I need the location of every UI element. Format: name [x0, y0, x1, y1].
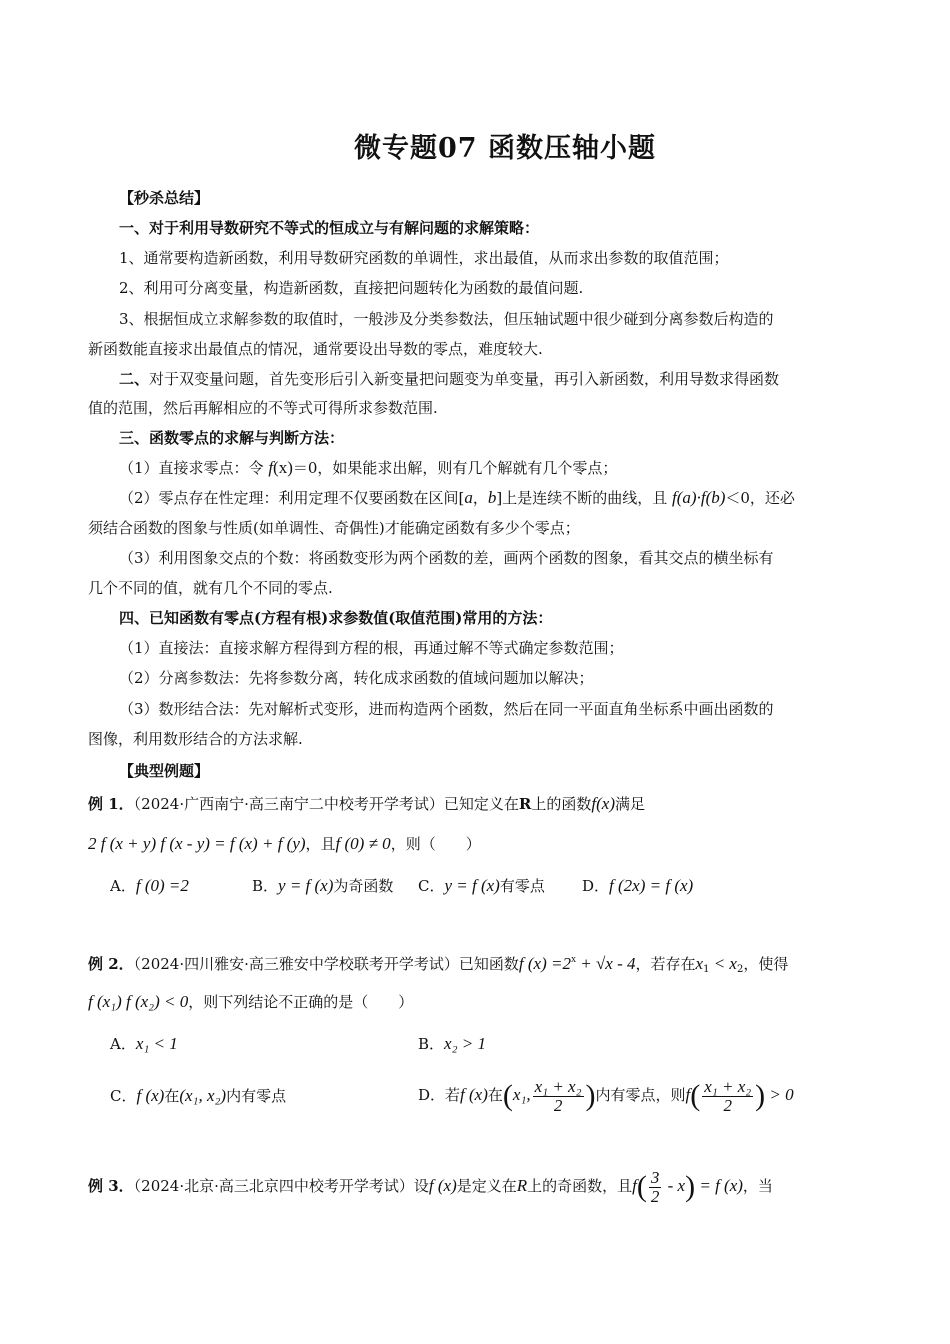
summary-heading: 【秒杀总结】 [119, 189, 210, 207]
math-x2: x [729, 954, 737, 973]
text: ，则（ ） [390, 835, 481, 853]
section-4-point-3-cont: 图像，利用数形结合的方法求解. [88, 730, 303, 748]
section-3-point-2 [119, 488, 860, 508]
math-f: f [632, 1176, 637, 1195]
text: ＜0，还必 [725, 489, 795, 507]
example-1-stem [88, 794, 860, 814]
text: ，当 [742, 1177, 773, 1195]
text: 在 [487, 1086, 503, 1104]
math-op: + [575, 954, 596, 973]
math-rhs: = f (x) [695, 1176, 743, 1195]
text: 若 [445, 1086, 461, 1104]
math-option: x₂ > 1 [444, 1034, 486, 1053]
section-2-para [119, 369, 860, 389]
math-numerator: x₁ + x₂ [704, 1076, 752, 1096]
section-1-point-2: 2、利用可分离变量，构造新函数，直接把问题转化为函数的最值问题. [119, 279, 584, 297]
section-2-label: 二、 [119, 370, 150, 388]
example-1-option-b[interactable] [252, 876, 393, 896]
math-f: f (x) [460, 1085, 488, 1104]
math-option: y = f (x) [444, 876, 500, 895]
math-equation: 2 f (x + y) f (x - y) = f (x) + f (y) [88, 834, 306, 853]
text: （2024·四川雅安·高三雅安中学校联考开学考试）已知函数 [133, 955, 519, 973]
text: 上的奇函数，且 [527, 1177, 633, 1195]
example-2-stem: 例 2．（2024·四川雅安·高三雅安中学校联考开学考试）已知函数f $(x) =2^x + √x - 4$，若存在$x_1 < x_2$，使得 [88, 954, 789, 975]
math-op: > 0 [765, 1085, 794, 1104]
section-3-point-3: （3）利用图象交点的个数：将函数变形为两个函数的差，画两个函数的图象，看其交点的横坐标有 [119, 549, 774, 567]
math-condition: f (x₁) f (x₂) < 0 [88, 992, 189, 1011]
math-f: f (x) [428, 1176, 457, 1195]
text: ＝0，如果能求出解，则有几个解就有几个零点； [292, 459, 618, 477]
option-label: A． [110, 1035, 136, 1053]
math-f: f [685, 1085, 691, 1104]
section-4-point-1: （1）直接法：直接求解方程得到方程的根，再通过解不等式确定参数范围； [119, 639, 624, 657]
math-op: - 4 [612, 954, 636, 973]
example-2-condition [88, 992, 860, 1012]
example-2-label: 例 2． [88, 955, 134, 973]
example-1-label: 例 1． [88, 795, 134, 813]
math-denominator: 2 [723, 1095, 732, 1115]
math-set: R [516, 1176, 528, 1195]
example-1-option-c[interactable] [418, 876, 545, 896]
section-2-para-cont: 值的范围，然后再解相应的不等式可得所求参数范围. [88, 399, 438, 417]
text: ，则下列结论不正确的是（ ） [188, 993, 414, 1011]
math-denominator: 2 [553, 1095, 563, 1115]
option-label: A． [110, 877, 136, 895]
option-label: C． [110, 1087, 137, 1105]
example-3-stem: 例 3．（2024·北京·高三北京四中校考开学考试）设f (x)是定义在R上的奇函数，且f( $\frac{3}{2}$ - x) = f (x)，当 [88, 1167, 773, 1206]
text: （2024·广西南宁·高三南宁二中校考开学考试）已知定义在 [133, 795, 519, 813]
math-f: f (x) [136, 1086, 165, 1105]
math-product: f(a)·f(b) [672, 488, 726, 507]
math-x1: x₁, [512, 1085, 531, 1104]
option-label: B． [252, 877, 279, 895]
text: 为奇函数 [333, 877, 394, 895]
text: ，使得 [743, 955, 789, 973]
text: 满足 [614, 795, 645, 813]
text: ]上是连续不断的曲线，且 [496, 489, 673, 507]
section-1-point-3-cont: 新函数能直接求出最值点的情况，通常要设出导数的零点，难度较大. [88, 340, 543, 358]
section-1-point-1: 1、通常要构造新函数，利用导数研究函数的单调性，求出最值，从而求出参数的取值范围； [119, 249, 729, 267]
math-option: y = f (x) [278, 876, 334, 895]
example-2-option-b[interactable] [418, 1034, 486, 1054]
option-label: D． [582, 877, 610, 895]
math-option: x₁ < 1 [135, 1034, 178, 1053]
text: ，若存在 [635, 955, 696, 973]
math-exponent: x [570, 954, 576, 965]
examples-heading: 【典型例题】 [119, 762, 210, 780]
example-2-option-a[interactable] [110, 1034, 178, 1054]
math-function: f (x) =2 [518, 954, 571, 973]
math-a: a [464, 488, 473, 507]
math-x: (x) [273, 458, 293, 477]
math-numerator: 3 [650, 1167, 660, 1187]
text: ，且 [305, 835, 336, 853]
text: 是定义在 [456, 1177, 517, 1195]
example-3-label: 例 3． [88, 1177, 134, 1195]
text: （1）直接求零点：令 [119, 459, 269, 477]
section-4-point-2: （2）分离参数法：先将参数分离，转化成求函数的值域问题加以解决； [119, 669, 594, 687]
example-2-option-c[interactable] [110, 1086, 286, 1106]
math-option: f (2x) = f (x) [609, 876, 694, 895]
section-4-point-3: （3）数形结合法：先对解析式变形，进而构造两个函数，然后在同一平面直角坐标系中画出函数的 [119, 700, 774, 718]
text: 内有零点 [226, 1087, 287, 1105]
option-label: D． [418, 1086, 446, 1104]
math-op: < [709, 954, 730, 973]
section-4-title: 四、已知函数有零点(方程有根)求参数值(取值范围)常用的方法： [119, 609, 553, 627]
page-title: 微专题07 函数压轴小题 [354, 133, 656, 164]
math-b: b [487, 488, 497, 507]
text: 有零点 [499, 877, 545, 895]
math-denominator: 2 [650, 1186, 660, 1206]
example-2-option-d[interactable]: D．若f (x)在(x₁, $\frac{\text{x₁ + x₂}}{2}$ )内有零点，则f( $\frac{\text{x₁ + x₂}}{2}$ ) > 0 [418, 1076, 794, 1115]
math-x1: x [695, 954, 704, 973]
text: （2）零点存在性定理：利用定理不仅要函数在区间[ [119, 489, 465, 507]
option-label: C． [418, 877, 445, 895]
section-3-point-1 [119, 458, 860, 478]
math-op: - x [663, 1176, 686, 1195]
math-option: f (0) =2 [135, 876, 189, 895]
math-numerator: x₁ + x₂ [534, 1076, 582, 1096]
math-f: f [268, 458, 274, 477]
section-2-text: 对于双变量问题，首先变形后引入新变量把问题变为单变量，再引入新函数，利用导数求得函数 [149, 370, 780, 388]
math-radical: √x [595, 954, 613, 973]
section-3-title: 三、函数零点的求解与判断方法： [119, 429, 345, 447]
example-1-option-a[interactable] [110, 876, 189, 896]
text: ， [472, 489, 488, 507]
section-3-point-3-cont: 几个不同的值，就有几个不同的零点. [88, 579, 333, 597]
example-1-option-d[interactable] [582, 876, 693, 896]
math-f: f [591, 794, 597, 813]
text: （2024·北京·高三北京四中校考开学考试）设 [133, 1177, 429, 1195]
math-condition: f (0) ≠ 0 [335, 834, 391, 853]
math-set: R [518, 795, 532, 813]
math-x: (x) [596, 794, 615, 813]
section-3-point-2-cont: 须结合函数的图象与性质(如单调性、奇偶性)才能确定函数有多少个零点； [88, 519, 580, 537]
option-label: B． [418, 1035, 445, 1053]
math-interval: (x₁, x₂) [179, 1086, 227, 1105]
text: 在 [164, 1087, 180, 1105]
section-1-point-3: 3、根据恒成立求解参数的取值时，一般涉及分类参数法，但压轴试题中很少碰到分离参数后构造的 [119, 310, 774, 328]
text: 内有零点，则 [595, 1086, 686, 1104]
section-1-title: 一、对于利用导数研究不等式的恒成立与有解问题的求解策略： [119, 219, 540, 237]
example-1-condition [88, 834, 860, 854]
text: 上的函数 [531, 795, 592, 813]
